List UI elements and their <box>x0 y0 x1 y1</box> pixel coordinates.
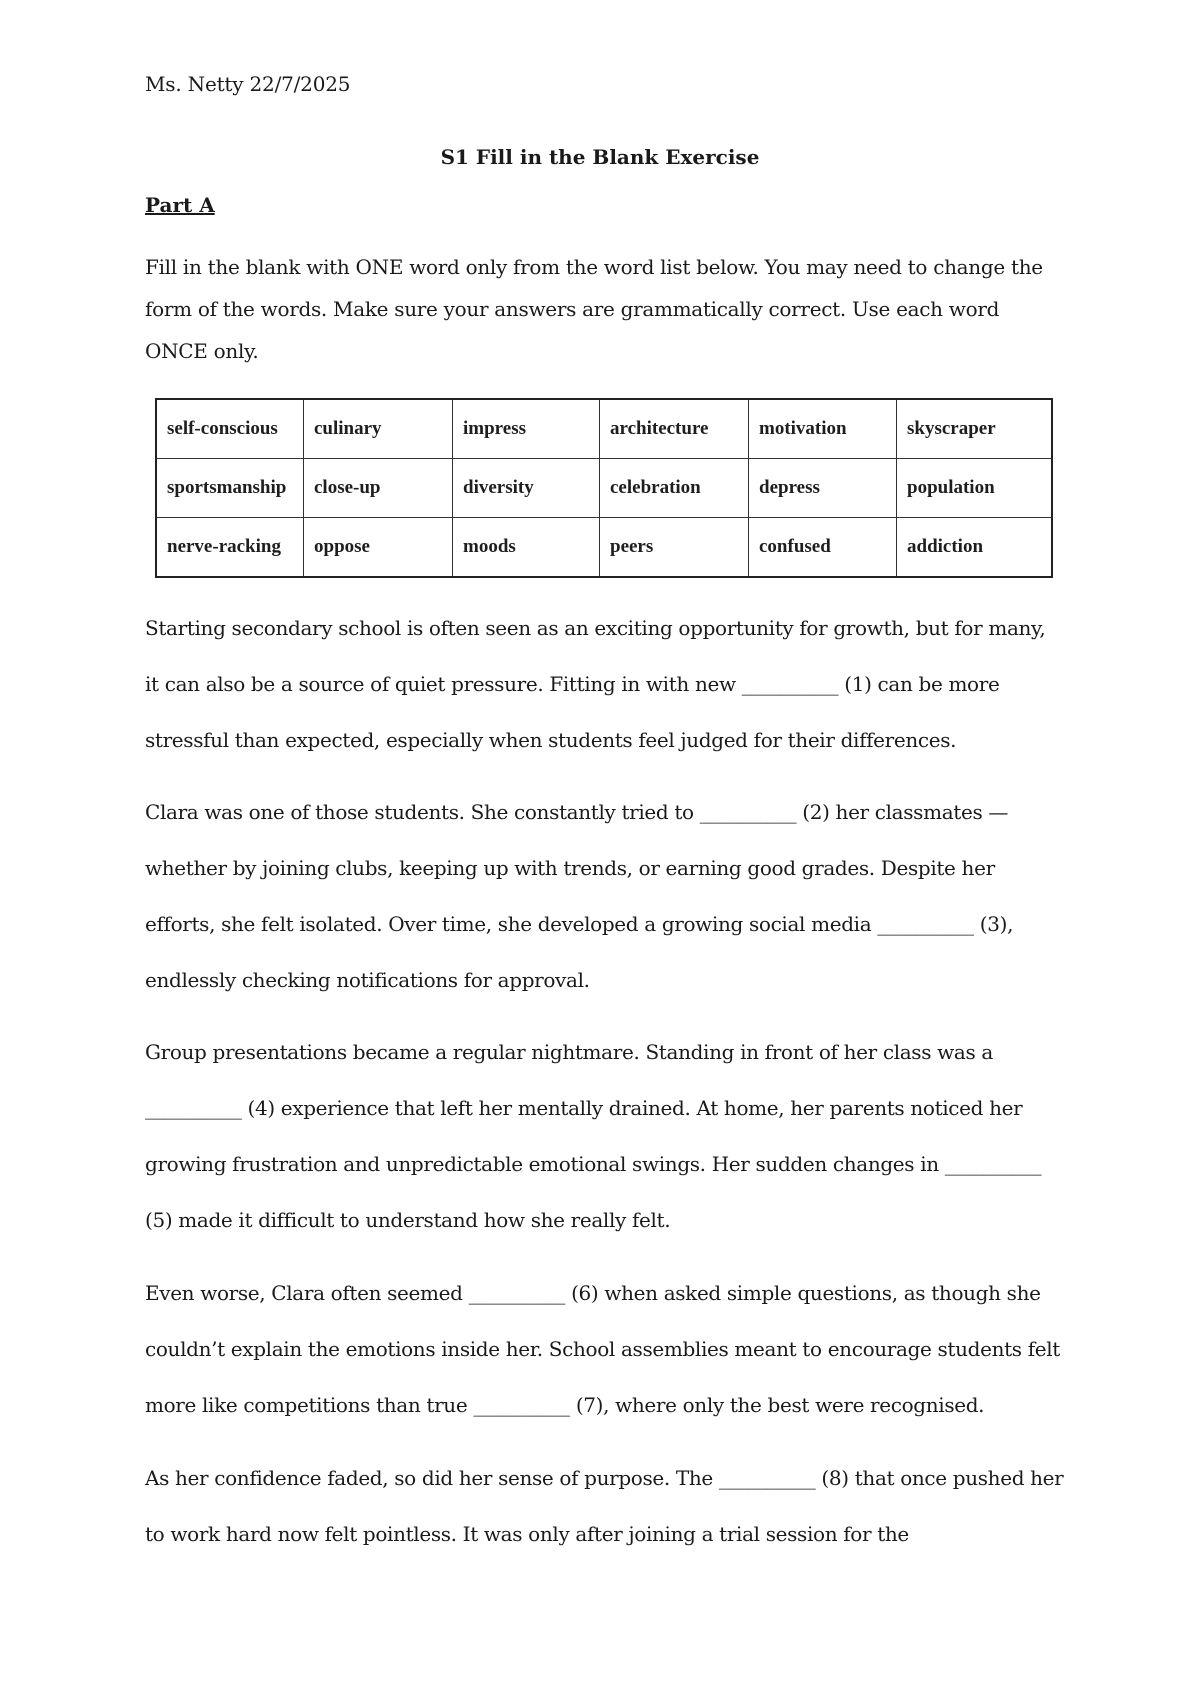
word-list-row <box>156 459 1052 518</box>
word-cell: moods <box>453 518 600 578</box>
passage-paragraph-2: Clara was one of those students. She constantly tried to __________ (2) her classmates — whether by joining clubs, keeping up with trends, or earning good grades. Despite her efforts, she felt isolated. Over time, she developed a growing social media __________ (3), endlessly checking notifications for approval. <box>145 800 1014 992</box>
word-list-row <box>156 399 1052 459</box>
word-cell: culinary <box>304 399 453 459</box>
word-cell: nerve-racking <box>156 518 304 578</box>
word-list-row <box>156 518 1052 578</box>
word-cell: oppose <box>304 518 453 578</box>
word-cell: architecture <box>600 399 749 459</box>
passage-paragraph-1: Starting secondary school is often seen as an exciting opportunity for growth, but for many, it can also be a source of quiet pressure. Fitting in with new __________ (1) can be more stressful than expected, especially when students feel judged for their differences. <box>145 616 1046 752</box>
passage-paragraph-4: Even worse, Clara often seemed __________ (6) when asked simple questions, as though she couldn’t explain the emotions inside her. School assemblies meant to encourage students felt more like competitions than true __________ (7), where only the best were recognised. <box>145 1281 1060 1417</box>
word-cell: celebration <box>600 459 749 518</box>
word-list-table <box>155 398 1053 578</box>
word-cell: skyscraper <box>897 399 1053 459</box>
word-cell: peers <box>600 518 749 578</box>
word-cell: diversity <box>453 459 600 518</box>
word-cell: sportsmanship <box>156 459 304 518</box>
part-heading: Part A <box>145 193 215 217</box>
word-cell: confused <box>749 518 897 578</box>
word-cell: impress <box>453 399 600 459</box>
passage-paragraph-3: Group presentations became a regular nightmare. Standing in front of her class was a __________ (4) experience that left her mentally drained. At home, her parents noticed her growing frustration and unpredictable emotional swings. Her sudden changes in __________ (5) made it difficult to understand how she really felt. <box>145 1040 1042 1232</box>
passage-paragraph-5: As her confidence faded, so did her sense of purpose. The __________ (8) that once pushed her to work hard now felt pointless. It was only after joining a trial session for the <box>145 1466 1064 1546</box>
word-cell: close-up <box>304 459 453 518</box>
word-cell: population <box>897 459 1053 518</box>
instructions-text: Fill in the blank with ONE word only from the word list below. You may need to change the form of the words. Make sure your answers are grammatically correct. Use each word ONCE only. <box>145 255 1043 363</box>
teacher-date-header: Ms. Netty 22/7/2025 <box>145 72 351 96</box>
word-cell: depress <box>749 459 897 518</box>
document-title: S1 Fill in the Blank Exercise <box>440 145 760 169</box>
word-cell: addiction <box>897 518 1053 578</box>
word-cell: self-conscious <box>156 399 304 459</box>
word-cell: motivation <box>749 399 897 459</box>
